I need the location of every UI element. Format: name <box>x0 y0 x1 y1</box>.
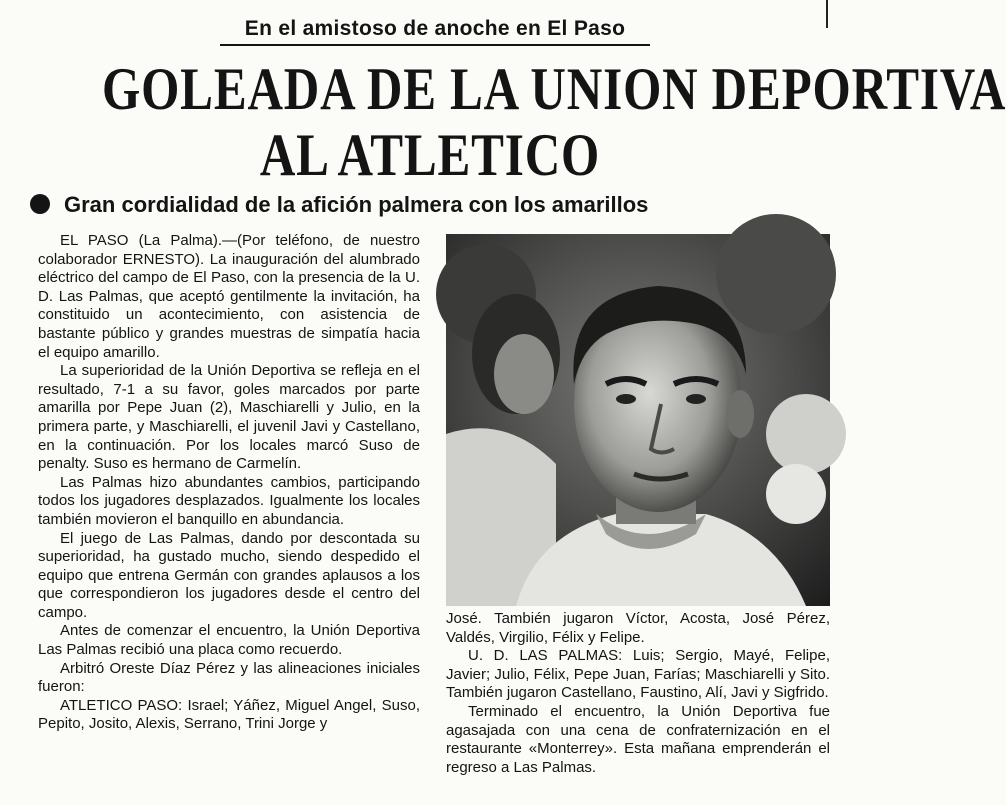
player-portrait-photo <box>446 234 830 606</box>
bullet-icon <box>30 194 50 214</box>
paragraph: ATLETICO PASO: Israel; Yáñez, Miguel Angel, Suso, Pepito, Josito, Alexis, Serrano, Trini Jorge y <box>38 696 420 733</box>
paragraph: EL PASO (La Palma).—(Por teléfono, de nuestro colaborador ERNESTO). La inauguración del alumbrado eléctrico del campo de El Paso, con la presencia de la U. D. Las Palmas, que aceptó gentilmente la invitación, ha constituido un acontecimiento, con asistencia de bastante público y grandes muestras de simpatía hacia el equipo amarillo. <box>38 232 420 361</box>
article-headline <box>102 56 1006 188</box>
paragraph: Terminado el encuentro, la Unión Deportiva fue agasajada con una cena de confraternización en el restaurante «Monterrey». Esta mañana emprenderán el regreso a Las Palmas. <box>446 702 830 776</box>
article-kicker: En el amistoso de anoche en El Paso <box>220 14 650 46</box>
article-subheadline <box>30 190 830 220</box>
paragraph: Arbitró Oreste Díaz Pérez y las alineaciones iniciales fueron: <box>38 659 420 696</box>
paragraph: José. También jugaron Víctor, Acosta, José Pérez, Valdés, Virgilio, Félix y Felipe. <box>446 610 830 646</box>
paragraph: El juego de Las Palmas, dando por descontada su superioridad, ha gustado mucho, siendo despedido el equipo que entrena Germán con grandes aplausos a los que correspondieron los jugadores desde el centro del campo. <box>38 529 420 621</box>
article-column-left <box>38 232 420 734</box>
subheadline-text: Gran cordialidad de la afición palmera con los amarillos <box>64 192 649 217</box>
column-rule <box>826 0 828 28</box>
headline-line-2: AL ATLETICO <box>259 122 601 188</box>
portrait-photo-icon <box>446 234 830 606</box>
paragraph: La superioridad de la Unión Deportiva se refleja en el resultado, 7-1 a su favor, goles marcados por parte amarilla por Pepe Juan (2), Maschiarelli y Julio, en la primera parte, y Maschiarelli, el juvenil Javi y Castellano, en la continuación. Por los locales marcó Suso de penalty. Suso es hermano de Carmelín. <box>38 362 420 473</box>
paragraph: Antes de comenzar el encuentro, la Unión Deportiva Las Palmas recibió una placa como recuerdo. <box>38 622 420 659</box>
paragraph: U. D. LAS PALMAS: Luis; Sergio, Mayé, Felipe, Javier; Julio, Félix, Pepe Juan, Farías; Maschiarelli y Sito. También jugaron Castellano, Faustino, Alí, Javi y Sigfrido. <box>446 647 830 702</box>
paragraph: Las Palmas hizo abundantes cambios, participando todos los jugadores desplazados. Igualmente los locales también movieron el banquillo en abundancia. <box>38 473 420 528</box>
article-column-right <box>446 610 830 777</box>
headline-line-1: GOLEADA DE LA UNION DEPORTIVA <box>102 56 1006 122</box>
